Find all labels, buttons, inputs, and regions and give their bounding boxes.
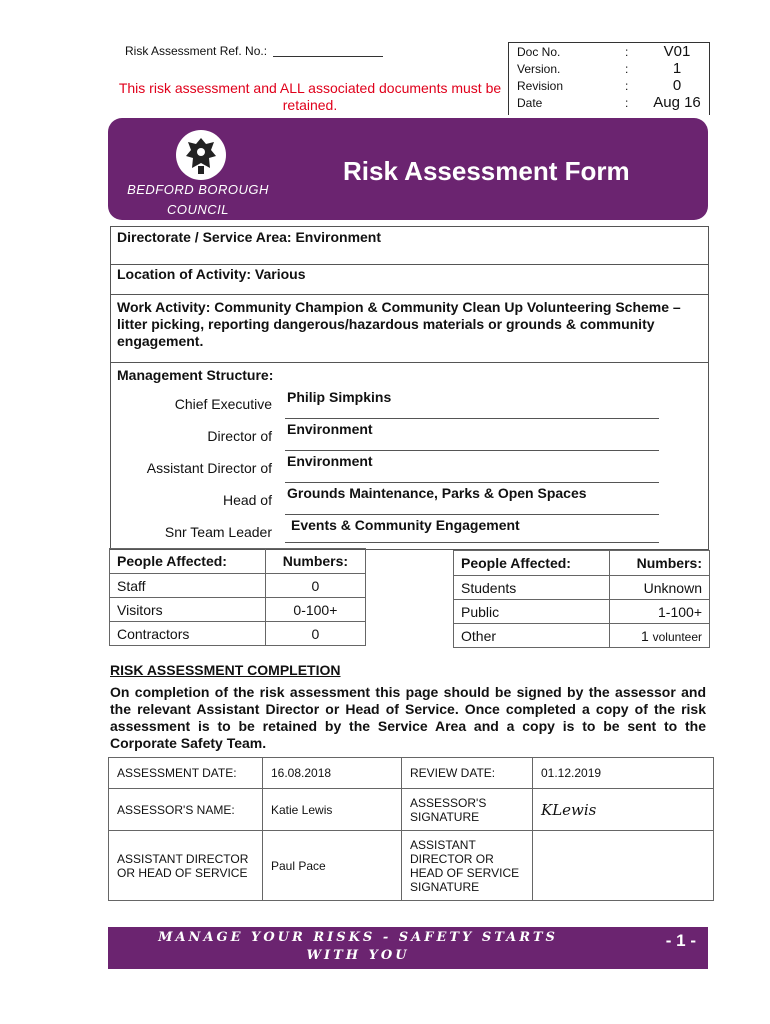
- doc-key: Version.: [517, 62, 561, 76]
- entry-line: [285, 450, 659, 451]
- doc-row: [517, 60, 701, 77]
- cell: Contractors: [110, 622, 266, 646]
- cell: Staff: [110, 574, 266, 598]
- council-name-line2: COUNCIL: [166, 202, 229, 217]
- role-value: Philip Simpkins: [287, 389, 392, 405]
- cell: 0-100+: [265, 598, 365, 622]
- label-cell: ASSISTANT DIRECTOR OR HEAD OF SERVICE SIGNATURE: [402, 831, 533, 901]
- council-name-line1: BEDFORD BOROUGH: [127, 182, 269, 197]
- cell: [609, 624, 709, 648]
- col-header: People Affected:: [110, 549, 266, 574]
- col-header: People Affected:: [454, 551, 610, 576]
- people-affected-table-left: [109, 548, 366, 646]
- role-value: Events & Community Engagement: [291, 517, 520, 533]
- other-count: 1: [640, 627, 649, 644]
- ad-signature[interactable]: [533, 831, 714, 901]
- table-header: [110, 549, 366, 574]
- page-title: Risk Assessment Form: [343, 156, 630, 186]
- completion-heading: RISK ASSESSMENT COMPLETION: [110, 662, 341, 678]
- assessor-name-value[interactable]: Katie Lewis: [263, 789, 402, 831]
- divider: [110, 264, 709, 265]
- ref-number: [125, 44, 383, 58]
- cell: Students: [454, 576, 610, 600]
- table-row: [110, 574, 366, 598]
- table-row: [110, 622, 366, 646]
- management-label: Management Structure:: [117, 367, 274, 383]
- divider: [110, 294, 709, 295]
- assessment-date-value[interactable]: 16.08.2018: [263, 758, 402, 789]
- signoff-table: [108, 757, 714, 901]
- page-number: - 1 -: [665, 931, 696, 950]
- doc-value: 1: [672, 60, 682, 77]
- council-name: [118, 180, 278, 220]
- doc-value: V01: [663, 43, 691, 60]
- ref-blank-line[interactable]: [273, 46, 383, 57]
- label-cell: ASSESSOR'S NAME:: [109, 789, 263, 831]
- doc-row: [517, 94, 701, 111]
- footer-slogan-line1: MANAGE YOUR RISKS - SAFETY STARTS: [158, 930, 558, 945]
- table-row: [454, 576, 710, 600]
- cell: Unknown: [609, 576, 709, 600]
- cell: 0: [265, 622, 365, 646]
- cell: Visitors: [110, 598, 266, 622]
- table-row: [110, 598, 366, 622]
- doc-key: Date: [517, 96, 543, 110]
- location-text: Location of Activity: Various: [117, 266, 306, 282]
- table-row: [454, 624, 710, 648]
- assessor-signature[interactable]: KLewis: [533, 789, 714, 831]
- label-cell: ASSESSMENT DATE:: [109, 758, 263, 789]
- doc-colon: :: [625, 79, 629, 93]
- ref-label: Risk Assessment Ref. No.:: [125, 44, 268, 58]
- table-row: [109, 758, 714, 789]
- label-cell: ASSISTANT DIRECTOR OR HEAD OF SERVICE: [109, 831, 263, 901]
- doc-colon: :: [625, 45, 629, 59]
- role-label: Snr Team Leader: [164, 524, 272, 540]
- label-cell: ASSESSOR'S SIGNATURE: [402, 789, 533, 831]
- doc-control-box: [508, 42, 710, 115]
- label-cell: REVIEW DATE:: [402, 758, 533, 789]
- role-value: Environment: [287, 421, 373, 437]
- footer-slogan-line2: WITH YOU: [306, 948, 410, 963]
- cell: 1-100+: [609, 600, 709, 624]
- cell: Public: [454, 600, 610, 624]
- table-row: [109, 831, 714, 901]
- doc-row: [517, 77, 701, 94]
- role-label: Assistant Director of: [146, 460, 272, 476]
- council-crest-icon: [176, 130, 226, 180]
- other-note: volunteer: [652, 629, 702, 644]
- cell: Other: [454, 624, 610, 648]
- divider: [110, 362, 709, 363]
- work-activity-text: Work Activity: Community Champion & Community Clean Up Volunteering Scheme – litter picking, reporting dangerous/hazardous materials or grounds & community engagement.: [117, 299, 681, 349]
- role-value: Grounds Maintenance, Parks & Open Spaces: [287, 485, 587, 501]
- doc-key: Doc No.: [517, 45, 561, 59]
- directorate-text: Directorate / Service Area: Environment: [117, 229, 382, 245]
- people-affected-table-right: [453, 550, 710, 648]
- table-row: [109, 789, 714, 831]
- entry-line: [285, 418, 659, 419]
- role-value: Environment: [287, 453, 373, 469]
- doc-row: [517, 43, 701, 60]
- footer-slogan: [108, 929, 608, 965]
- entry-line: [285, 542, 659, 543]
- col-header: Numbers:: [609, 551, 709, 576]
- cell: 0: [265, 574, 365, 598]
- retain-notice: This risk assessment and ALL associated documents must be retained.: [118, 80, 502, 113]
- table-header: [454, 551, 710, 576]
- col-header: Numbers:: [265, 549, 365, 574]
- role-label: Director of: [207, 428, 272, 444]
- role-label: Head of: [222, 492, 272, 508]
- ad-name-value[interactable]: Paul Pace: [263, 831, 402, 901]
- doc-value: 0: [672, 77, 682, 94]
- entry-line: [285, 514, 659, 515]
- table-row: [454, 600, 710, 624]
- doc-key: Revision: [517, 79, 564, 93]
- review-date-value[interactable]: 01.12.2019: [533, 758, 714, 789]
- doc-colon: :: [625, 62, 629, 76]
- role-label: Chief Executive: [174, 396, 272, 412]
- entry-line: [285, 482, 659, 483]
- completion-instructions: On completion of the risk assessment this page should be signed by the assessor and the relevant Assistant Director or Head of Service. Once completed a copy of the risk assessment is to be retained by the Service Area and a copy is to be sent to the Corporate Safety Team.: [110, 684, 706, 751]
- doc-value: Aug 16: [653, 94, 701, 111]
- footer-banner: [108, 927, 708, 969]
- doc-colon: :: [625, 96, 629, 110]
